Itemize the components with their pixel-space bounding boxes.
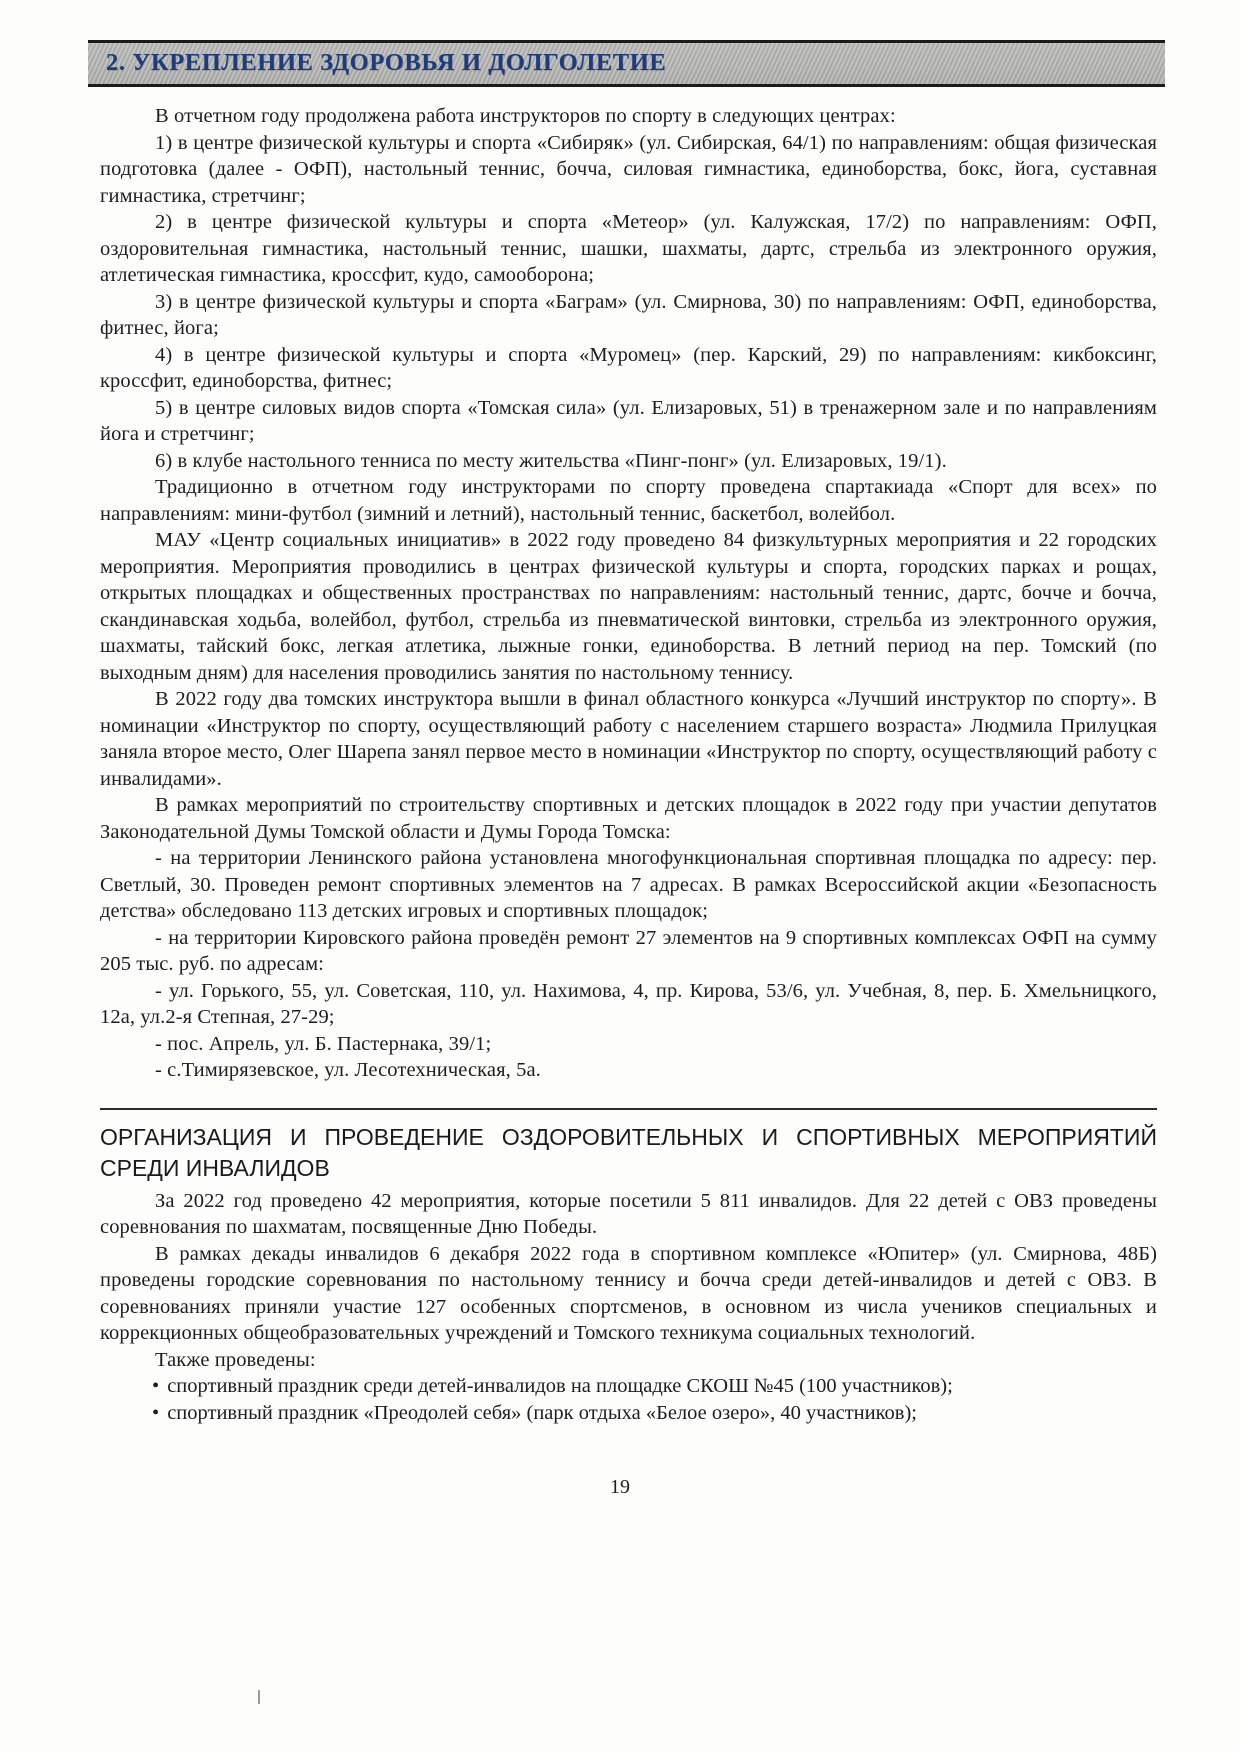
paragraph: Традиционно в отчетном году инструкторами по спорту проведена спартакиада «Спорт для всех» по направлениям: мини-футбол (зимний и летний), настольный теннис, баскетбол, волейбол.	[100, 476, 1157, 525]
section2-heading: ОРГАНИЗАЦИЯ И ПРОВЕДЕНИЕ ОЗДОРОВИТЕЛЬНЫХ И СПОРТИВНЫХ МЕРОПРИЯТИЙ СРЕДИ ИНВАЛИДОВ	[100, 1123, 1157, 1181]
section-banner-title: 2. УКРЕПЛЕНИЕ ЗДОРОВЬЯ И ДОЛГОЛЕТИЕ	[106, 49, 667, 76]
bullet-icon: •	[152, 1401, 160, 1424]
paragraph: - на территории Ленинского района установлена многофункциональная спортивная площадка по адресу: пер. Светлый, 30. Проведен ремонт спортивных элементов на 7 адресах. В рамках Всероссийской акции «Безопасность детства» обследовано 113 детских игровых и спортивных площадок;	[100, 847, 1157, 922]
paragraph: 3) в центре физической культуры и спорта «Баграм» (ул. Смирнова, 30) по направлениям: ОФП, единоборства, фитнес, йога;	[100, 290, 1157, 339]
paragraph: Также проведены:	[155, 1348, 316, 1371]
paragraph: В 2022 году два томских инструктора вышли в финал областного конкурса «Лучший инструктор по спорту». В номинации «Инструктор по спорту, осуществляющий работу с населением старшего возраста» Людмила Прилуцкая заняла второе место, Олег Шарепа занял первое место в номинации «Инструктор по спорту, осуществляющий работу с инвалидами».	[100, 688, 1157, 790]
paragraph: - на территории Кировского района проведён ремонт 27 элементов на 9 спортивных комплексах ОФП на сумму 205 тыс. руб. по адресам:	[100, 926, 1157, 975]
paragraph: 5) в центре силовых видов спорта «Томская сила» (ул. Елизаровых, 51) в тренажерном зале и по направлениям йога и стретчинг;	[100, 396, 1157, 445]
page-number: 19	[610, 1476, 630, 1498]
paragraph: 1) в центре физической культуры и спорта «Сибиряк» (ул. Сибирская, 64/1) по направлениям: общая физическая подготовка (далее - ОФП), настольный теннис, бочча, силовая гимнастика, единоборства, бокс, йога, суставная гимнастика, стретчинг;	[100, 131, 1157, 207]
section1-body	[100, 103, 1157, 1084]
paragraph: В рамках декады инвалидов 6 декабря 2022 года в спортивном комплексе «Юпитер» (ул. Смирнова, 48Б) проведены городские соревнования по настольному теннису и бочча среди детей-инвалидов и детей с ОВЗ. В соревнованиях приняли участие 127 особенных спортсменов, в основном из числа учеников специальных и коррекционных общеобразовательных учреждений и Томского техникума социальных технологий.	[100, 1242, 1157, 1344]
bullet-item	[100, 1373, 1157, 1400]
section2-body	[100, 1188, 1157, 1374]
bullet-item	[100, 1400, 1157, 1427]
paragraph: МАУ «Центр социальных инициатив» в 2022 году проведено 84 физкультурных мероприятия и 22 городских мероприятия. Мероприятия проводились в центрах физической культуры и спорта, городских парках и рощах, открытых площадках и общественных пространствах по направлениям: настольный теннис, дартс, бочче и бочча, скандинавская ходьба, волейбол, футбол, стрельба из пневматической винтовки, стрельба из электронного оружия, шахматы, тайский бокс, легкая атлетика, лыжные гонки, единоборства. В летний период на пер. Томский (по выходным дням) для населения проводились занятия по настольному теннису.	[100, 529, 1157, 684]
paragraph: За 2022 год проведено 42 мероприятия, которые посетили 5 811 инвалидов. Для 22 детей с ОВЗ проведены соревнования по шахматам, посвященные Дню Победы.	[100, 1189, 1157, 1238]
paragraph: В отчетном году продолжена работа инструкторов по спорту в следующих центрах:	[155, 105, 896, 127]
paragraph: - с.Тимирязевское, ул. Лесотехническая, 5а.	[155, 1059, 541, 1081]
bullet-text: спортивный праздник среди детей-инвалидов на площадке СКОШ №45 (100 участников);	[167, 1375, 953, 1397]
section-banner	[88, 40, 1165, 87]
paragraph: В рамках мероприятий по строительству спортивных и детских площадок в 2022 году при участии депутатов Законодательной Думы Томской области и Думы Города Томска:	[100, 794, 1157, 843]
paragraph: - ул. Горького, 55, ул. Советская, 110, ул. Нахимова, 4, пр. Кирова, 53/6, ул. Учебная, 8, пер. Б. Хмельницкого, 12а, ул.2-я Степная, 27-29;	[100, 979, 1157, 1028]
bullet-icon: •	[152, 1375, 160, 1397]
paragraph: - пос. Апрель, ул. Б. Пастернака, 39/1;	[155, 1032, 492, 1055]
scan-artifact	[258, 1690, 260, 1704]
bullet-text: спортивный праздник «Преодолей себя» (парк отдыха «Белое озеро», 40 участников);	[167, 1401, 917, 1424]
section-divider	[100, 1108, 1157, 1110]
paragraph: 6) в клубе настольного тенниса по месту жительства «Пинг-понг» (ул. Елизаровых, 19/1).	[155, 449, 947, 472]
paragraph: 4) в центре физической культуры и спорта «Муромец» (пер. Карский, 29) по направлениям: кикбоксинг, кроссфит, единоборства, фитнес;	[100, 343, 1157, 392]
paragraph: 2) в центре физической культуры и спорта «Метеор» (ул. Калужская, 17/2) по направлениям: ОФП, оздоровительная гимнастика, настольный теннис, шашки, шахматы, дартс, стрельба из электронного оружия, атлетическая гимнастика, кроссфит, кудо, самооборона;	[100, 211, 1157, 286]
